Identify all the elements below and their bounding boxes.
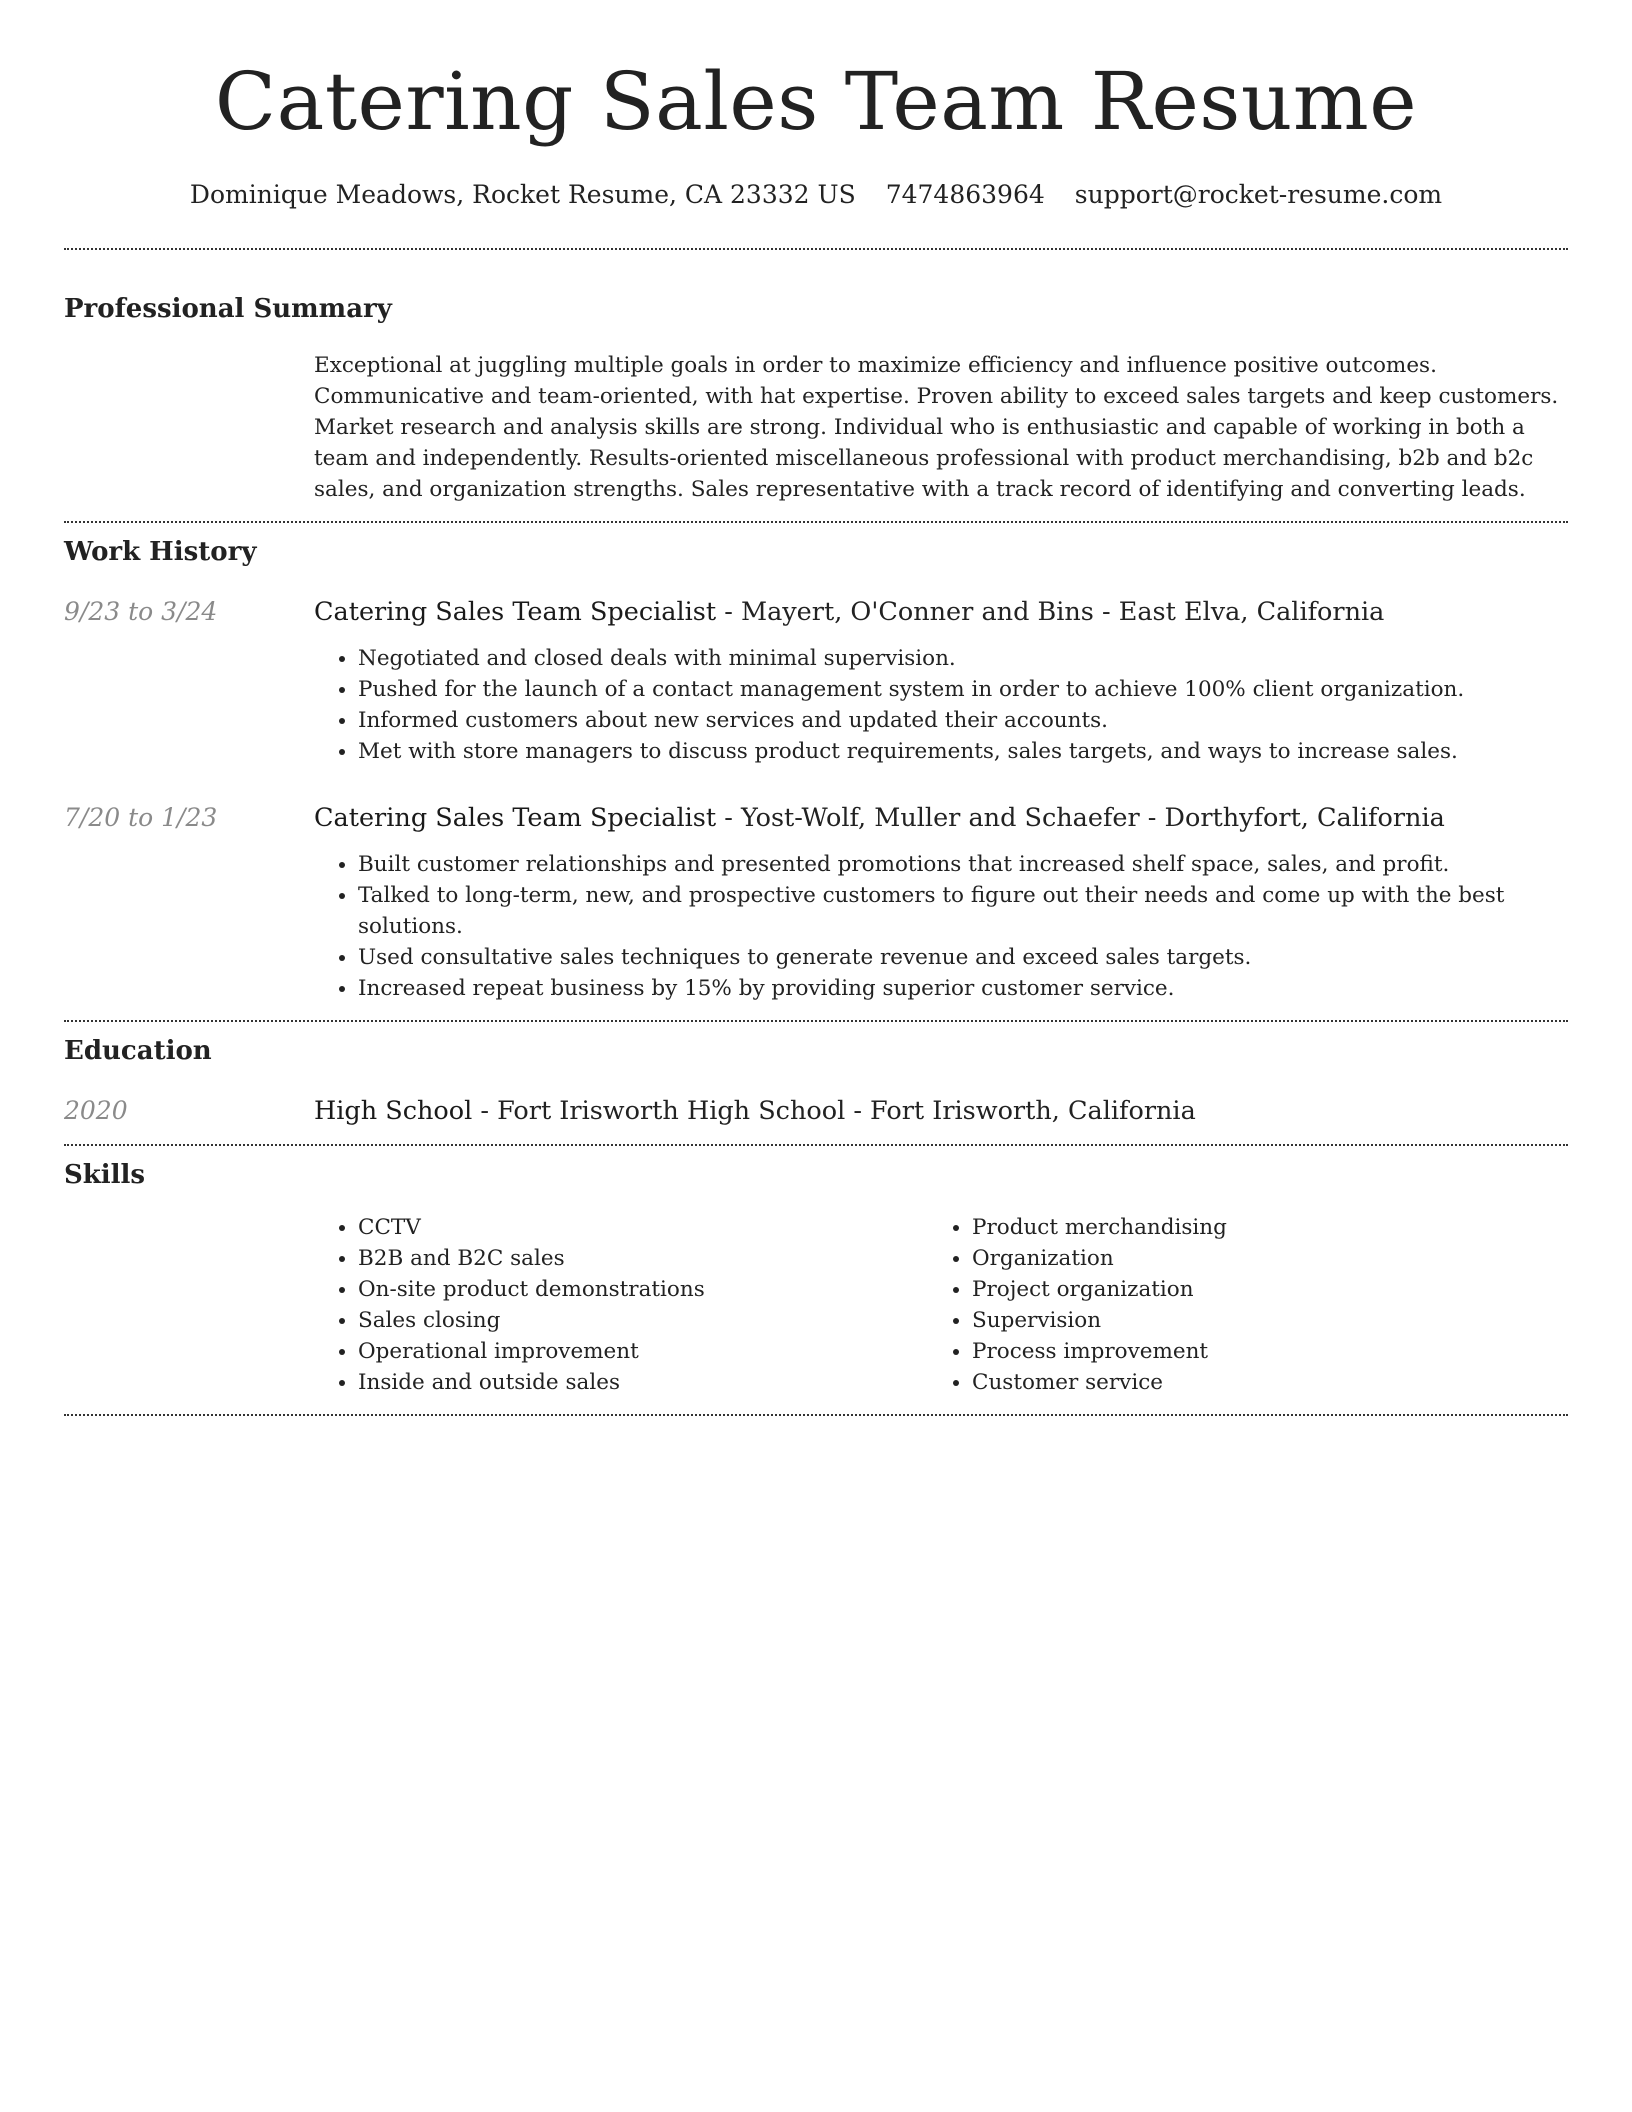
section-heading-education: Education	[64, 1036, 212, 1066]
section-divider	[64, 1144, 1568, 1146]
education-heading	[314, 1094, 1568, 1128]
education-entry	[64, 1094, 1568, 1128]
work-history-section	[64, 535, 1568, 1020]
section-heading-skills: Skills	[64, 1160, 146, 1190]
contact-phone: 7474863964	[885, 180, 1045, 209]
skill-item: • Supervision	[972, 1305, 1542, 1336]
job-body	[314, 595, 1568, 767]
education-year: 2020	[64, 1096, 128, 1125]
summary-text: Exceptional at juggling multiple goals in order to maximize efficiency and influence positive outcomes. Communicative and team-oriented, with hat expertise. Proven ability to exceed sales targets and keep customers. Market research and analysis skills are strong. Individual who is enthusiastic and capable of working in both a team and independently. Results-oriented miscellaneous professional with product merchandising, b2b and b2c sales, and organization strengths. Sales representative with a track record of identifying and converting leads.	[314, 353, 1559, 502]
job-bullet: • Increased repeat business by 15% by providing superior customer service.	[358, 973, 1568, 1004]
skills-column-right	[928, 1212, 1542, 1398]
job-title: Catering Sales Team Specialist	[314, 803, 717, 833]
skills-column-left	[314, 1212, 928, 1398]
job-bullet: • Pushed for the launch of a contact management system in order to achieve 100% client organization.	[358, 674, 1568, 705]
section-divider	[64, 1020, 1568, 1022]
job-heading	[314, 595, 1568, 629]
job-bullet: • Built customer relationships and presented promotions that increased shelf space, sales, and profit.	[358, 849, 1568, 880]
contact-info	[64, 178, 1568, 212]
education-school-location: - Fort Irisworth High School - Fort Irisworth, California	[472, 1096, 1196, 1126]
job-bullet: • Talked to long-term, new, and prospective customers to figure out their needs and come up with the best solutions.	[358, 880, 1568, 942]
skill-item: • Product merchandising	[972, 1212, 1542, 1243]
job-bullet: • Met with store managers to discuss product requirements, sales targets, and ways to increase sales.	[358, 736, 1568, 767]
professional-summary-section	[64, 292, 1568, 505]
contact-email: support@rocket-resume.com	[1074, 180, 1443, 209]
job-dates: 7/20 to 1/23	[64, 803, 218, 832]
job-dates: 9/23 to 3/24	[64, 597, 218, 626]
job-bullets	[314, 849, 1568, 1004]
job-entry	[64, 801, 1568, 1020]
skill-item: • Customer service	[972, 1367, 1542, 1398]
skill-item: • Organization	[972, 1243, 1542, 1274]
skill-item: • Operational improvement	[358, 1336, 928, 1367]
skill-item: • CCTV	[358, 1212, 928, 1243]
section-heading-summary: Professional Summary	[64, 294, 392, 324]
section-divider	[64, 1414, 1568, 1416]
section-heading-work: Work History	[64, 537, 257, 567]
job-bullet: • Negotiated and closed deals with minimal supervision.	[358, 643, 1568, 674]
education-body	[314, 1094, 1568, 1128]
skill-item: • B2B and B2C sales	[358, 1243, 928, 1274]
skill-item: • Sales closing	[358, 1305, 928, 1336]
education-section	[64, 1034, 1568, 1128]
job-body	[314, 801, 1568, 1020]
job-heading	[314, 801, 1568, 835]
section-divider	[64, 521, 1568, 523]
skills-section	[64, 1158, 1568, 1398]
skill-item: • Process improvement	[972, 1336, 1542, 1367]
skill-item: • On-site product demonstrations	[358, 1274, 928, 1305]
job-bullet: • Informed customers about new services and updated their accounts.	[358, 705, 1568, 736]
job-employer-location: - Yost-Wolf, Muller and Schaefer - Dorthyfort, California	[716, 803, 1445, 833]
job-entry	[64, 595, 1568, 767]
job-bullet: • Used consultative sales techniques to generate revenue and exceed sales targets.	[358, 942, 1568, 973]
skill-item: • Project organization	[972, 1274, 1542, 1305]
job-employer-location: - Mayert, O'Conner and Bins - East Elva, California	[716, 597, 1385, 627]
resume-title: Catering Sales Team Resume	[214, 55, 1418, 148]
section-divider	[64, 248, 1568, 250]
job-title: Catering Sales Team Specialist	[314, 597, 717, 627]
skill-item: • Inside and outside sales	[358, 1367, 928, 1398]
education-degree: High School	[314, 1096, 473, 1126]
contact-address: Dominique Meadows, Rocket Resume, CA 23332 US	[189, 180, 856, 209]
skills-grid	[314, 1212, 1568, 1398]
job-bullets	[314, 643, 1568, 767]
